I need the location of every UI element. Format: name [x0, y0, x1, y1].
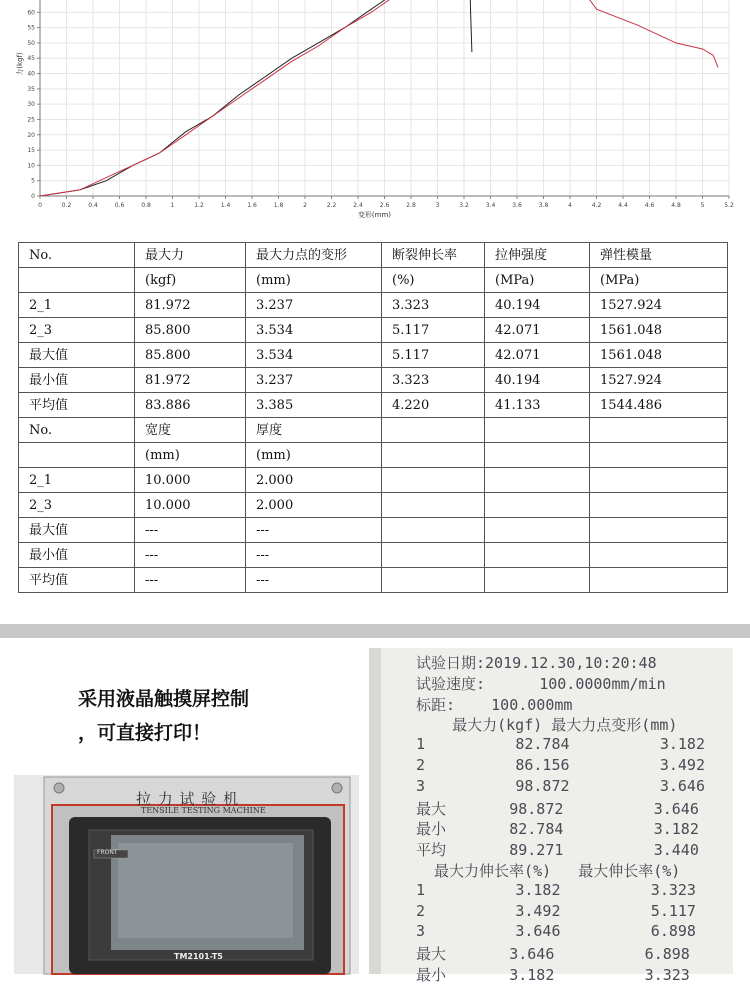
table-cell [485, 568, 590, 593]
x-tick-label: 3 [435, 202, 440, 209]
table-cell: (kgf) [135, 268, 246, 293]
table-cell: 1544.486 [590, 393, 728, 418]
table-cell: (mm) [135, 443, 246, 468]
y-tick-label: 60 [27, 9, 35, 17]
table-cell [590, 468, 728, 493]
table-cell: 最大值 [19, 343, 135, 368]
table-cell: 10.000 [135, 468, 246, 493]
force-deformation-chart [0, 0, 750, 232]
machine-photo [14, 775, 359, 974]
table-cell: 3.237 [246, 368, 382, 393]
table-cell: 83.886 [135, 393, 246, 418]
caption-line-1: 采用液晶触摸屏控制 [78, 688, 250, 710]
chart-svg [0, 0, 750, 232]
table-row [19, 518, 728, 543]
table-cell [590, 443, 728, 468]
table-cell: 宽度 [135, 418, 246, 443]
x-tick-label: 1.8 [273, 202, 284, 209]
table-cell: 弹性模量 [590, 243, 728, 268]
x-tick-label: 2.4 [353, 202, 363, 209]
table-cell: 1561.048 [590, 318, 728, 343]
table-cell: 1527.924 [590, 293, 728, 318]
table-cell [590, 543, 728, 568]
receipt-line: 最大力伸长率(%) 最大伸长率(%) [416, 862, 681, 880]
table-cell: 2_1 [19, 468, 135, 493]
table-cell: 40.194 [485, 368, 590, 393]
machine-title-cn: 拉 力 试 验 机 [136, 790, 240, 808]
table-cell [382, 493, 485, 518]
x-tick-label: 4.2 [591, 202, 602, 209]
table-cell: (MPa) [485, 268, 590, 293]
table-cell: No. [19, 243, 135, 268]
x-tick-label: 1 [170, 202, 175, 209]
table-cell [485, 443, 590, 468]
machine-model-label: TM2101-T5 [174, 952, 223, 961]
table-cell: 1527.924 [590, 368, 728, 393]
section-divider [0, 624, 750, 638]
receipt-line: 2 86.156 3.492 [416, 756, 705, 774]
table-cell [590, 518, 728, 543]
x-tick-label: 3.4 [485, 202, 496, 209]
x-tick-label: 0 [38, 202, 42, 209]
table-row [19, 468, 728, 493]
receipt-line: 1 3.182 3.323 [416, 880, 696, 899]
table-cell: 81.972 [135, 368, 246, 393]
table-cell: (MPa) [590, 268, 728, 293]
x-axis-label: 变形(mm) [357, 211, 392, 219]
table-cell: (mm) [246, 268, 382, 293]
x-tick-label: 1.4 [220, 202, 231, 209]
table-cell [485, 418, 590, 443]
table-cell: 81.972 [135, 293, 246, 318]
table-cell: 拉伸强度 [485, 243, 590, 268]
results-table-container [18, 242, 730, 593]
table-cell [485, 468, 590, 493]
y-tick-label: 50 [27, 39, 35, 47]
table-cell [590, 418, 728, 443]
table-row [19, 318, 728, 343]
table-cell [382, 418, 485, 443]
table-cell [382, 518, 485, 543]
table-cell [19, 268, 135, 293]
x-tick-label: 1.6 [247, 202, 257, 209]
x-tick-label: 1.2 [194, 202, 204, 209]
x-tick-label: 0.8 [141, 202, 151, 209]
table-cell: 85.800 [135, 318, 246, 343]
table-cell: 最小值 [19, 543, 135, 568]
receipt-line: 标距: 100.000mm [416, 695, 573, 714]
table-cell: --- [246, 518, 382, 543]
x-tick-label: 2 [303, 202, 307, 209]
receipt-line: 最小 82.784 3.182 [416, 820, 699, 839]
table-cell: 40.194 [485, 293, 590, 318]
table-cell: --- [246, 543, 382, 568]
table-cell: 1561.048 [590, 343, 728, 368]
table-cell: 最小值 [19, 368, 135, 393]
table-cell [382, 443, 485, 468]
y-tick-label: 35 [27, 85, 35, 93]
table-cell [485, 518, 590, 543]
table-cell: 3.237 [246, 293, 382, 318]
y-tick-label: 45 [27, 55, 35, 63]
table-cell: --- [246, 568, 382, 593]
x-tick-label: 2.2 [326, 202, 337, 209]
y-tick-label: 55 [27, 24, 35, 32]
table-cell: 2.000 [246, 468, 382, 493]
table-cell: 10.000 [135, 493, 246, 518]
table-cell [19, 443, 135, 468]
receipt-line: 最大力(kgf) 最大力点变形(mm) [416, 716, 678, 735]
screw-left-icon [54, 783, 64, 793]
table-cell: (%) [382, 268, 485, 293]
table-units-row [19, 268, 728, 293]
table-units-row [19, 443, 728, 468]
y-axis-label: 力(kgf) [16, 52, 24, 76]
x-tick-label: 2.8 [406, 202, 416, 209]
y-tick-label: 15 [27, 147, 35, 155]
feature-caption [78, 682, 338, 750]
table-cell: 3.323 [382, 293, 485, 318]
table-cell: 3.385 [246, 393, 382, 418]
x-tick-label: 2.6 [379, 202, 390, 209]
table-row [19, 343, 728, 368]
results-table [18, 242, 728, 593]
table-cell: 5.117 [382, 343, 485, 368]
table-cell: 42.071 [485, 343, 590, 368]
y-tick-label: 10 [27, 162, 35, 170]
table-row [19, 293, 728, 318]
x-tick-label: 4.6 [644, 202, 655, 209]
table-cell: --- [135, 518, 246, 543]
y-tick-label [27, 0, 35, 1]
receipt-line: 3 98.872 3.646 [416, 776, 705, 795]
table-cell [382, 468, 485, 493]
table-cell: 最大力点的变形 [246, 243, 382, 268]
table-row [19, 543, 728, 568]
receipt-line: 2 3.492 5.117 [416, 901, 696, 920]
x-tick-label: 0.4 [88, 202, 98, 209]
table-cell: 断裂伸长率 [382, 243, 485, 268]
table-header-row [19, 243, 728, 268]
printout-photo [369, 648, 733, 984]
caption-line-2: ，可直接打印！ [78, 722, 212, 744]
table-cell [590, 568, 728, 593]
table-cell: 41.133 [485, 393, 590, 418]
receipt-line: 最小 3.182 3.323 [416, 966, 690, 984]
table-cell: --- [135, 543, 246, 568]
table-cell: (mm) [246, 443, 382, 468]
x-tick-label: 4 [568, 202, 572, 209]
receipt-line: 1 82.784 3.182 [416, 735, 705, 754]
receipt-line: 试验速度: 100.0000mm/min [416, 674, 666, 693]
y-tick-label: 40 [27, 70, 35, 78]
table-cell: 平均值 [19, 568, 135, 593]
table-cell: No. [19, 418, 135, 443]
table-cell [485, 543, 590, 568]
y-tick-label: 5 [31, 177, 35, 185]
table-cell: 2_3 [19, 318, 135, 343]
table-cell: 平均值 [19, 393, 135, 418]
table-cell: 厚度 [246, 418, 382, 443]
x-tick-label: 5.2 [724, 202, 734, 209]
x-tick-label: 3.6 [512, 202, 522, 209]
table-cell: 3.323 [382, 368, 485, 393]
y-tick-label: 20 [27, 131, 35, 139]
receipt-line: 试验日期:2019.12.30,10:20:48 [416, 654, 657, 672]
table-cell: 最大力 [135, 243, 246, 268]
table-cell: 3.534 [246, 343, 382, 368]
table-cell: 最大值 [19, 518, 135, 543]
x-tick-label: 5 [700, 202, 705, 209]
y-tick-label: 25 [27, 116, 35, 124]
front-badge: FRONT [97, 849, 118, 856]
table-row [19, 493, 728, 518]
table-cell: 2_1 [19, 293, 135, 318]
y-tick-label: 30 [27, 101, 35, 109]
table-row [19, 368, 728, 393]
table-cell: 5.117 [382, 318, 485, 343]
table-row [19, 568, 728, 593]
table-cell: 85.800 [135, 343, 246, 368]
table-cell: 42.071 [485, 318, 590, 343]
receipt-line: 3 3.646 6.898 [416, 922, 696, 941]
table-cell [382, 568, 485, 593]
x-tick-label: 4.4 [618, 202, 628, 209]
table-cell: --- [135, 568, 246, 593]
table-cell: 2.000 [246, 493, 382, 518]
receipt-line: 最大 98.872 3.646 [416, 799, 699, 818]
table-cell [590, 493, 728, 518]
table-cell: 4.220 [382, 393, 485, 418]
table-cell [485, 493, 590, 518]
x-tick-label: 0.2 [61, 202, 72, 209]
receipt-line: 平均 89.271 3.440 [416, 841, 699, 860]
table-cell: 3.534 [246, 318, 382, 343]
table-cell: 2_3 [19, 493, 135, 518]
table-header-row [19, 418, 728, 443]
x-tick-label: 0.6 [114, 202, 125, 209]
machine-title-en: TENSILE TESTING MACHINE [141, 806, 266, 815]
y-tick-label: 0 [31, 193, 35, 200]
table-cell [382, 543, 485, 568]
x-tick-label: 3.8 [538, 202, 549, 209]
screw-right-icon [332, 783, 342, 793]
table-row [19, 393, 728, 418]
x-tick-label: 3.2 [459, 202, 469, 209]
receipt-line: 最大 3.646 6.898 [416, 945, 690, 964]
x-tick-label: 4.8 [671, 202, 681, 209]
